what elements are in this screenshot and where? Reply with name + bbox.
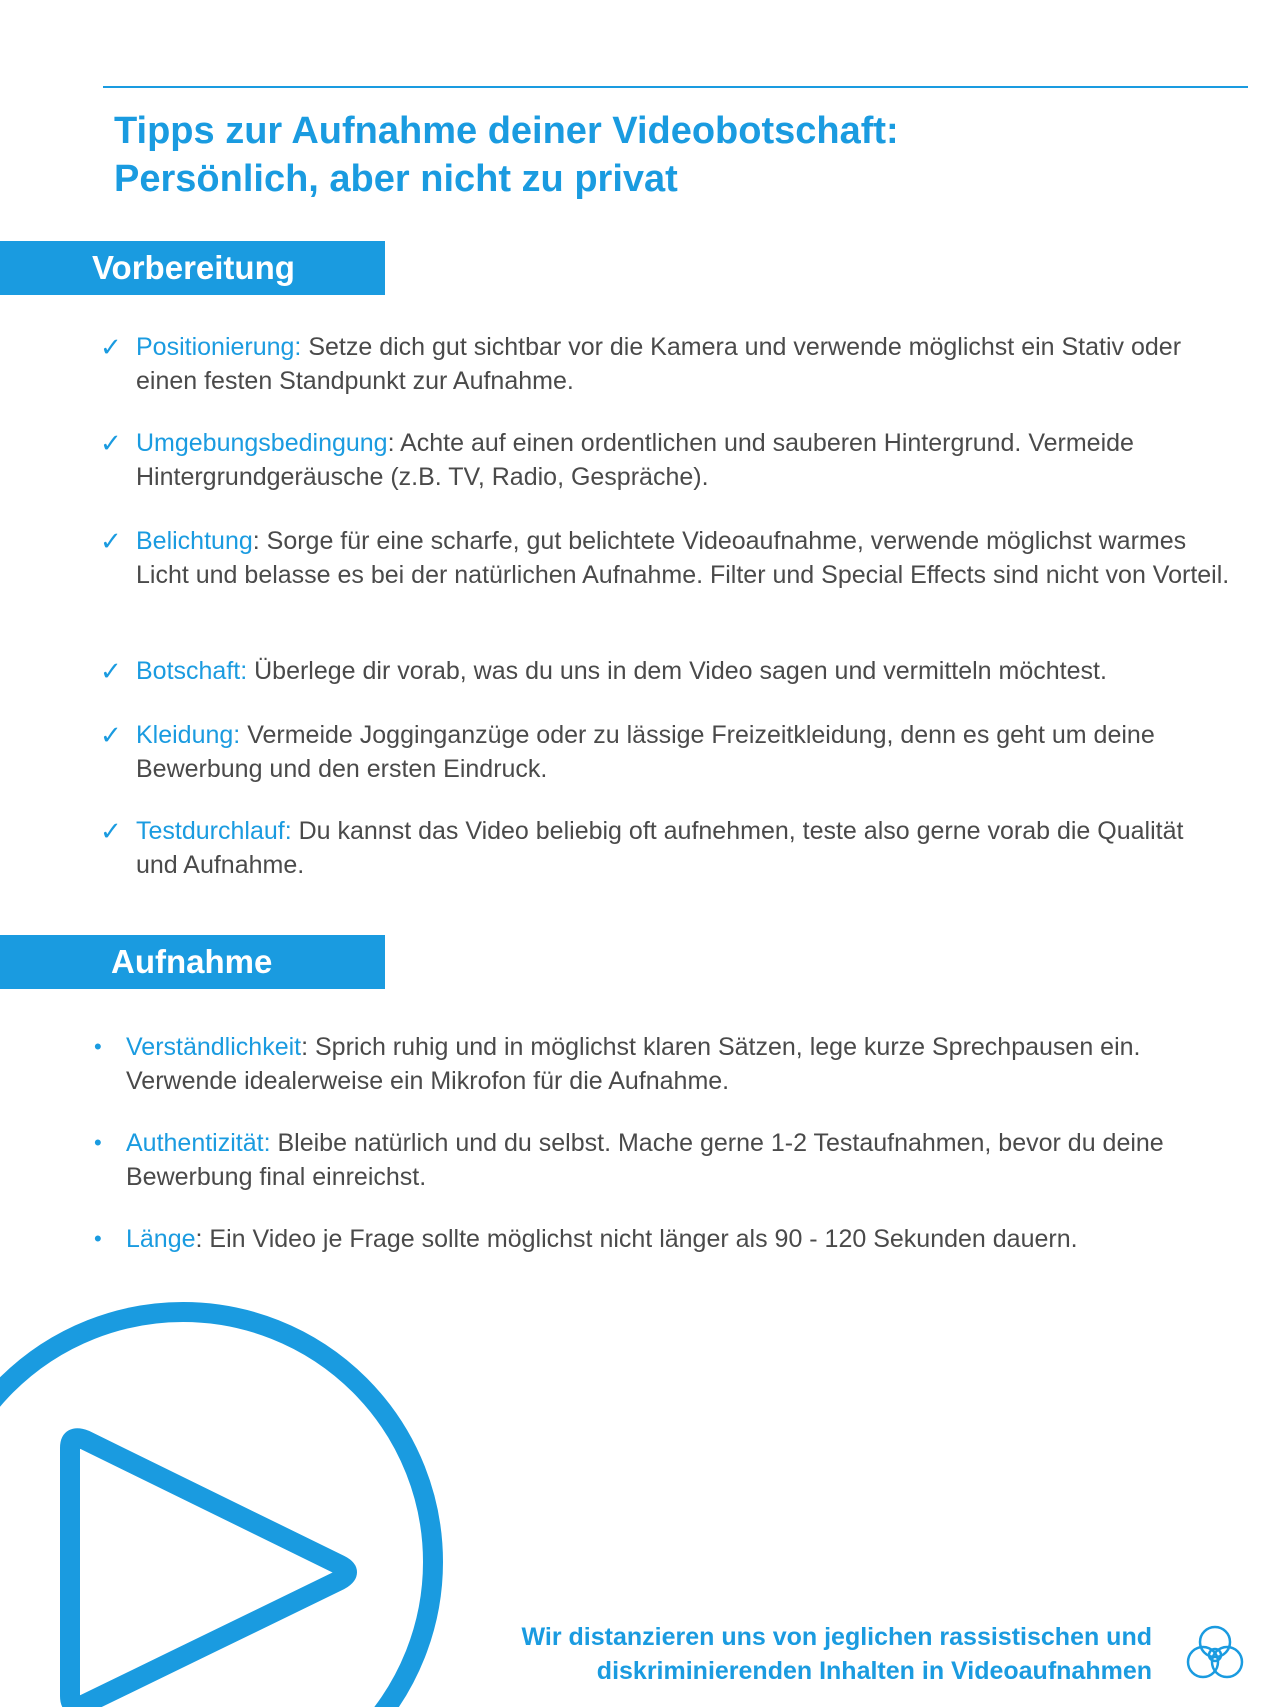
disclaimer-line-2: diskriminierenden Inhalten in Videoaufnahmen	[596, 1657, 1152, 1685]
knot-logo-icon	[1182, 1622, 1248, 1684]
list-item	[100, 426, 1230, 524]
item-term: Verständlichkeit	[126, 1033, 302, 1061]
disclaimer-line-1: Wir distanzieren uns von jeglichen rassistischen und	[521, 1623, 1152, 1651]
checkmark-icon: ✓	[100, 656, 122, 686]
item-text: Überlege dir vorab, was du uns in dem Video sagen und vermitteln möchtest.	[247, 657, 1107, 685]
checkmark-icon: ✓	[100, 720, 122, 750]
list-item	[90, 1030, 1230, 1126]
item-text: Setze dich gut sichtbar vor die Kamera und verwende möglichst ein Stativ oder einen festen Standpunkt zur Aufnahme.	[136, 333, 1182, 395]
item-text: Du kannst das Video beliebig oft aufnehmen, teste also gerne vorab die Qualität und Aufnahme.	[136, 817, 1184, 879]
checkmark-icon: ✓	[100, 332, 122, 362]
item-term: Testdurchlauf:	[136, 817, 292, 845]
page-title	[114, 107, 899, 203]
item-term: Authentizität:	[126, 1129, 271, 1157]
list-item	[100, 524, 1230, 654]
list-item	[100, 654, 1230, 718]
list-item	[100, 718, 1230, 814]
bullet-icon: •	[94, 1226, 102, 1251]
checkmark-icon: ✓	[100, 428, 122, 458]
item-text: : Ein Video je Frage sollte möglichst nicht länger als 90 - 120 Sekunden dauern.	[195, 1225, 1078, 1253]
play-icon	[0, 1300, 460, 1707]
item-term: Umgebungsbedingung	[136, 429, 388, 457]
page-title-line-2: Persönlich, aber nicht zu privat	[114, 158, 678, 200]
bullet-icon: •	[94, 1130, 102, 1155]
list-item	[90, 1222, 1230, 1262]
item-term: Kleidung:	[136, 721, 241, 749]
item-term: Botschaft:	[136, 657, 248, 685]
item-text: Vermeide Jogginganzüge oder zu lässige Freizeitkleidung, denn es geht um deine Bewerbung und den ersten Eindruck.	[136, 721, 1155, 783]
item-text: : Sprich ruhig und in möglichst klaren Sätzen, lege kurze Sprechpausen ein. Verwende idealerweise ein Mikrofon für die Aufnahme.	[126, 1033, 1141, 1095]
top-divider	[103, 86, 1248, 88]
section-heading-vorbereitung: Vorbereitung	[0, 241, 385, 295]
item-text: Bleibe natürlich und du selbst. Mache gerne 1-2 Testaufnahmen, bevor du deine Bewerbung final einreichst.	[126, 1129, 1164, 1191]
bullet-icon: •	[94, 1034, 102, 1059]
vorbereitung-list	[100, 330, 1230, 882]
item-term: Länge	[126, 1225, 196, 1253]
item-term: Belichtung	[136, 527, 253, 555]
list-item	[100, 814, 1230, 882]
section-heading-aufnahme: Aufnahme	[0, 935, 385, 989]
item-term: Positionierung:	[136, 333, 302, 361]
list-item	[100, 330, 1230, 426]
list-item	[90, 1126, 1230, 1222]
aufnahme-list	[90, 1030, 1230, 1262]
page-title-line-1: Tipps zur Aufnahme deiner Videobotschaft:	[114, 110, 899, 152]
checkmark-icon: ✓	[100, 526, 122, 556]
item-text: : Achte auf einen ordentlichen und sauberen Hintergrund. Vermeide Hintergrundgeräusche (z.B. TV, Radio, Gespräche).	[136, 429, 1134, 491]
checkmark-icon: ✓	[100, 816, 122, 846]
disclaimer-note	[522, 1620, 1152, 1688]
item-text: : Sorge für eine scharfe, gut belichtete Videoaufnahme, verwende möglichst warmes Licht und belasse es bei der natürlichen Aufnahme. Filter und Special Effects sind nicht von Vorteil.	[136, 527, 1230, 589]
